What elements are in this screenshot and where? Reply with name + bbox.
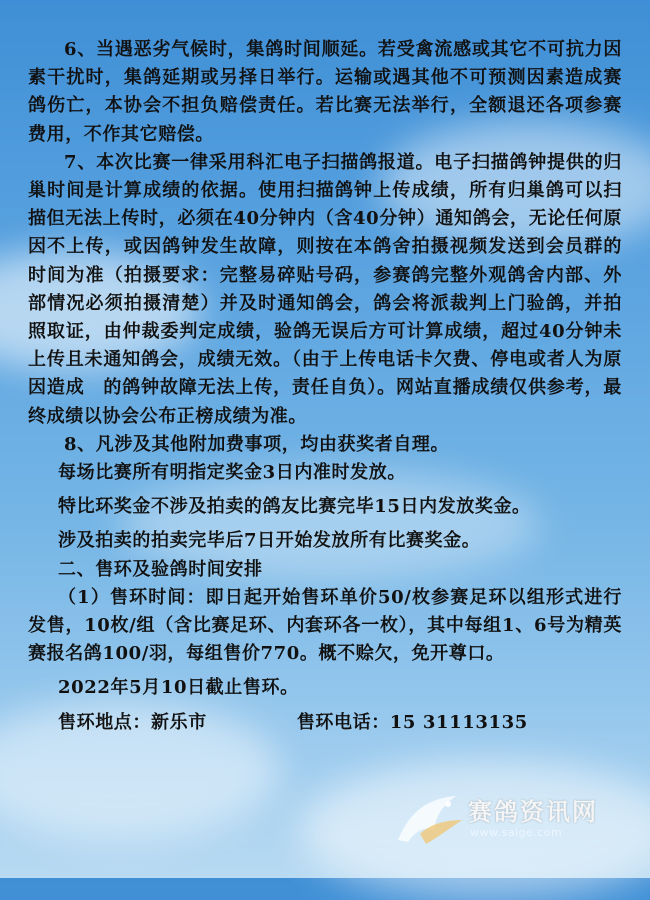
special-ring-prize-paragraph: 特比环奖金不涉及拍卖的鸽友比赛完毕15日内发放奖金。 <box>58 496 531 518</box>
rule-6-paragraph: 6、当遇恶劣气候时，集鸽时间顺延。若受禽流感或其它不可抗力因素干扰时，集鸽延期或另择日举行。运输或遇其他不可预测因素造成赛鸽伤亡，本协会不担负赔偿责任。若比赛无法举行，全额退还各项参赛费用，不作其它赔偿。 <box>28 39 622 145</box>
pigeon-logo-icon <box>390 790 470 850</box>
ring-sale-paragraph: （1）售环时间：即日起开始售环单价50/枚参赛足环以组形式进行发售，10枚/组（含比赛足环、内套环各一枚），其中每组1、6号为精英赛报名鸽100/羽，每组售价770。概不赊欠，免开尊口。 <box>28 586 622 665</box>
auction-prize-paragraph: 涉及拍卖的拍卖完毕后7日开始发放所有比赛奖金。 <box>58 530 481 552</box>
sale-location: 售环地点：新乐市 <box>58 711 207 733</box>
prize-release-paragraph: 每场比赛所有明指定奖金3日内准时发放。 <box>58 462 406 484</box>
rule-8-paragraph: 8、凡涉及其他附加费事项，均由获奖者自理。 <box>64 433 450 455</box>
rule-7-paragraph: 7、本次比赛一律采用科汇电子扫描鸽报道。电子扫描鸽钟提供的归巢时间是计算成绩的依据。使用扫描鸽钟上传成绩，所有归巢鸽可以扫描但无法上传时，必须在40分钟内（含40分钟）通知鸽会，无论任何原因不上传，或因鸽钟发生故障，则按在本鸽舍拍摄视频发送到会员群的时间为准（拍摄要求：完整易碎贴号码，参赛鸽完整外观鸽舍内部、外部情况必须拍摄清楚）并及时通知鸽会，鸽会将派裁判上门验鸽，并拍照取证，由仲裁委判定成绩，验鸽无误后方可计算成绩，超过40分钟未上传且未通知鸽会，成绩无效。（由于上传电话卡欠费、停电或者人为原因造成 的鸽钟故障无法上传，责任自负）。网站直播成绩仅供参考，最终成绩以协会公布正榜成绩为准。 <box>28 151 622 427</box>
watermark-site-name: 赛鸽资讯网 <box>468 798 598 826</box>
rules-document <box>28 36 622 737</box>
watermark-url: www.saige.com <box>470 826 563 839</box>
sale-contact-row <box>28 709 622 737</box>
section-heading: 二、售环及验鸽时间安排 <box>58 558 263 580</box>
site-watermark <box>390 790 610 850</box>
sale-phone: 售环电话：15 31113135 <box>296 711 528 733</box>
sale-deadline: 2022年5月10日截止售环。 <box>58 677 299 699</box>
